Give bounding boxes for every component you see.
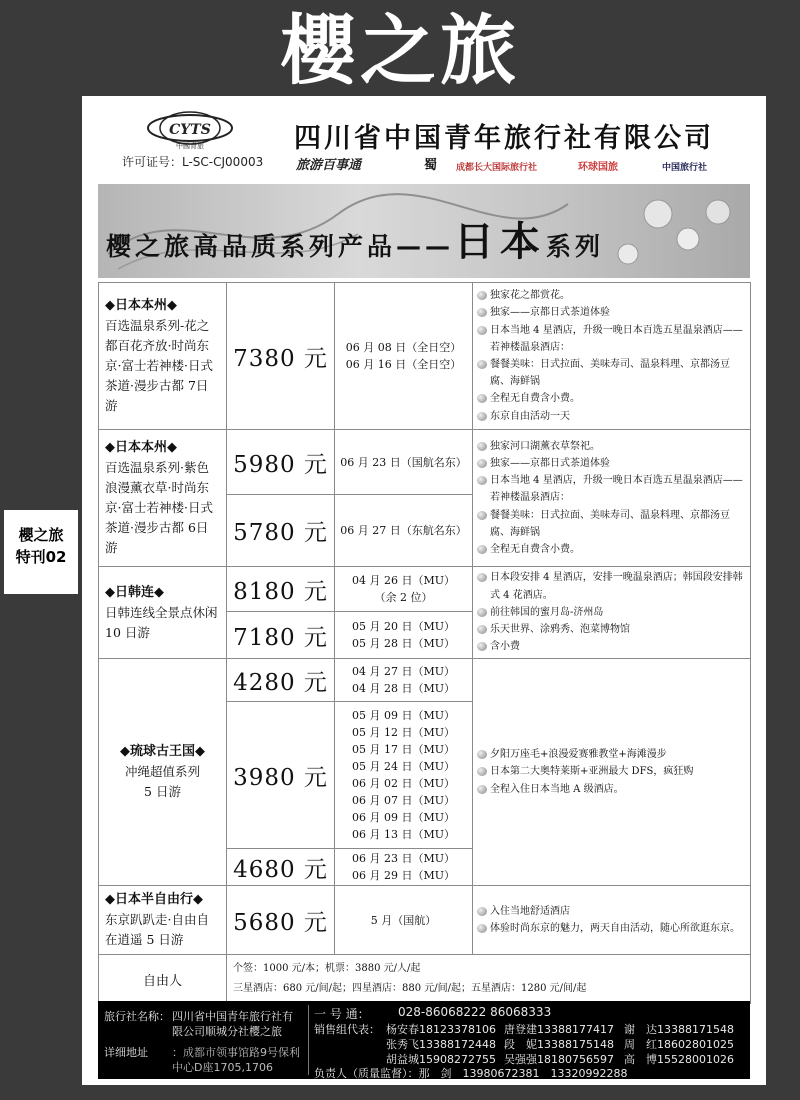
tour-dates: 06 月 27 日（东航名东） (335, 495, 473, 567)
hotline-number: 028-86068222 86068333 (398, 1005, 552, 1019)
tour-title: ◆琉球古王国◆ (120, 744, 205, 759)
bullet-icon (477, 625, 487, 634)
sales-row (314, 1036, 746, 1051)
feature-item: 独家——京都日式茶道体验 (477, 455, 746, 472)
departure-date: 06 月 02 日（MU） (351, 777, 456, 790)
supervisor: 负责人（质量监督）：那 剑 13980672381 13320992288 (314, 1067, 628, 1080)
tour-name (99, 430, 227, 567)
bullet-icon (477, 545, 487, 554)
bullet-icon (477, 308, 487, 317)
series-banner (98, 184, 750, 278)
address-label: 详细地址 (104, 1046, 148, 1059)
tour-price: 4680 元 (227, 849, 335, 886)
tour-description: 百选温泉系列-花之都百花齐放·时尚东京·富士若神楼·日式茶道·漫步古都 7日游 (105, 318, 213, 413)
feature-item: 含小费 (477, 638, 746, 655)
poster-title: 櫻之旅 (280, 6, 520, 95)
tour-name (99, 567, 227, 659)
departure-date: 05 月 24 日（MU） (351, 760, 456, 773)
feature-item: 东京自由活动一天 (477, 408, 746, 425)
banner-prefix: 樱之旅高品质系列产品—— (106, 232, 455, 261)
tour-description: 东京趴趴走·自由自在逍遥 5 日游 (105, 912, 209, 947)
brand-global-travel: 环球国旅 (578, 162, 618, 173)
bullet-icon (477, 750, 487, 759)
feature-item: 全程入住日本当地 A 级酒店。 (477, 781, 746, 798)
svg-text:CYTS: CYTS (169, 122, 211, 138)
feature-item: 夕阳万座毛+浪漫爱赛雅教堂+海滩漫步 (477, 746, 746, 763)
tour-dates (335, 283, 473, 430)
tour-title: ◆日本本州◆ (105, 298, 177, 313)
bullet-icon (477, 476, 487, 485)
feature-item: 体验时尚东京的魅力，两天自由活动，随心所欲逛东京。 (477, 920, 746, 937)
tour-price: 5780 元 (227, 495, 335, 567)
table-row (99, 430, 751, 495)
hotel-prices: 三星酒店：680 元/间/起；四星酒店：880 元/间/起；五星酒店：1280 元/间/起 (233, 983, 587, 994)
feature-item: 日本第二大奥特莱斯+亚洲最大 DFS，疯狂购 (477, 763, 746, 780)
tour-name (99, 886, 227, 955)
sales-rep: 杨安春18123378106 (386, 1023, 496, 1036)
agency-label: 旅行社名称： (104, 1010, 170, 1023)
bullet-icon (477, 642, 487, 651)
address: ：成都市领事馆路9号保利中心D座1705,1706 (172, 1046, 300, 1074)
bullet-icon (477, 511, 487, 520)
departure-date: 05 月 09 日（MU） (351, 709, 456, 722)
tour-price: 3980 元 (227, 702, 335, 849)
departure-date: 06 月 29 日（MU） (351, 869, 456, 882)
brand-china-travel: 中国旅行社 (662, 163, 708, 173)
bullet-icon (477, 573, 487, 582)
sales-label: 销售组代表： (314, 1023, 380, 1036)
seats-left: （余 2 位） (374, 591, 433, 604)
feature-item: 日本当地 4 星酒店，升级一晚日本百选五星温泉酒店——若神楼温泉酒店： (477, 472, 746, 506)
bullet-icon (477, 767, 487, 776)
company-name: 四川省中国青年旅行社有限公司 (294, 123, 714, 154)
bullet-icon (477, 608, 487, 617)
departure-date: 06 月 08 日（全日空） (345, 341, 462, 354)
tour-features (473, 659, 751, 886)
address-row (104, 1045, 304, 1075)
departure-date: 05 月 17 日（MU） (351, 743, 456, 756)
departure-date: 06 月 09 日（MU） (351, 811, 456, 824)
tour-description: 百选温泉系列·紫色浪漫薰衣草·时尚东京·富士若神楼·日式茶道·漫步古都 6日游 (105, 460, 213, 555)
departure-date: 05 月 12 日（MU） (351, 726, 456, 739)
table-row (99, 567, 751, 612)
tour-dates (335, 567, 473, 612)
bullet-icon (477, 785, 487, 794)
bullet-icon (477, 442, 487, 451)
sales-rep: 段 妮13388175148 (504, 1038, 614, 1051)
bullet-icon (477, 394, 487, 403)
footer-divider (308, 1005, 309, 1075)
bullet-icon (477, 907, 487, 916)
brand-changda: 成都长大国际旅行社 (456, 163, 538, 173)
feature-item: 乐天世界、涂鸦秀、泡菜博物馆 (477, 621, 746, 638)
header (82, 96, 766, 178)
tour-title: ◆日本半自由行◆ (105, 892, 203, 907)
tour-dates: 5 月（国航） (335, 886, 473, 955)
tour-table (98, 282, 751, 1004)
tour-price: 4280 元 (227, 659, 335, 702)
sales-rep: 谢 达13388171548 (624, 1023, 734, 1036)
table-row (99, 886, 751, 955)
sales-rep: 高 博15528001026 (624, 1053, 734, 1066)
hotline-row (314, 1005, 746, 1021)
sales-rep: 张秀飞13388172448 (386, 1038, 496, 1051)
brochure-sheet (82, 96, 766, 1085)
brand-shu: 蜀 (424, 158, 438, 173)
tour-title: ◆日本本州◆ (105, 440, 177, 455)
sales-row (314, 1021, 746, 1036)
hotline-label: 一 号 通： (314, 1007, 370, 1021)
issue-tab-brand: 櫻之旅 (18, 526, 64, 544)
tour-price: 5980 元 (227, 430, 335, 495)
tour-name (99, 283, 227, 430)
bullet-icon (477, 459, 487, 468)
departure-date: 06 月 13 日（MU） (351, 828, 456, 841)
feature-item: 入住当地舒适酒店 (477, 903, 746, 920)
feature-item: 全程无自费含小费。 (477, 390, 746, 407)
tour-features (473, 283, 751, 430)
tour-dates (335, 612, 473, 659)
bullet-icon (477, 291, 487, 300)
visa-airfare-price: 个签：1000 元/本；机票：3880 元/人/起 (233, 963, 421, 974)
banner-suffix: 系列 (546, 232, 605, 261)
feature-item: 独家——京都日式茶道体验 (477, 304, 746, 321)
sales-rep: 周 红18602801025 (624, 1038, 734, 1051)
table-row (99, 955, 751, 1004)
free-traveler-info (227, 955, 751, 1004)
departure-date: 05 月 28 日（MU） (351, 637, 456, 650)
sales-rep: 唐登建13388177417 (504, 1023, 614, 1036)
cyts-logo-icon (144, 110, 236, 150)
tour-features (473, 886, 751, 955)
license-number: 许可证号：L-SC-CJ00003 (122, 155, 264, 169)
tour-dates (335, 659, 473, 702)
partner-brands (296, 152, 736, 176)
free-traveler-label: 自由人 (99, 955, 227, 1004)
tour-dates (335, 849, 473, 886)
departure-date: 04 月 26 日（MU） (351, 574, 456, 587)
brand-travel-baishitong: 旅游百事通 (296, 158, 362, 173)
tour-price: 7380 元 (227, 283, 335, 430)
sales-rep: 胡益城15908272755 (386, 1053, 496, 1066)
table-row (99, 659, 751, 702)
issue-tab (4, 510, 78, 594)
agency-name-row (104, 1009, 304, 1039)
tour-dates (335, 702, 473, 849)
tour-features (473, 567, 751, 659)
departure-date: 06 月 07 日（MU） (351, 794, 456, 807)
banner-title (106, 210, 604, 267)
tour-features (473, 430, 751, 567)
agency-info (104, 1009, 304, 1075)
feature-item: 独家花之都赏花。 (477, 287, 746, 304)
tour-dates: 06 月 23 日（国航名东） (335, 430, 473, 495)
feature-item: 全程无自费含小费。 (477, 541, 746, 558)
departure-date: 06 月 16 日（全日空） (345, 358, 462, 371)
departure-date: 05 月 20 日（MU） (351, 620, 456, 633)
tour-price: 8180 元 (227, 567, 335, 612)
bullet-icon (477, 412, 487, 421)
sales-rep: 吴强强18180756597 (504, 1053, 614, 1066)
departure-date: 06 月 23 日（MU） (351, 852, 456, 865)
feature-item: 日本段安排 4 星酒店，安排一晚温泉酒店；韩国段安排韩式 4 花酒店。 (477, 569, 746, 603)
logo-caption: 中國青旅 (176, 142, 204, 150)
banner-highlight: 日本 (454, 219, 547, 265)
bullet-icon (477, 360, 487, 369)
supervisor-row (314, 1065, 746, 1080)
tour-description: 冲绳超值系列 (124, 764, 200, 779)
agency-name: 四川省中国青年旅行社有限公司顺城分社樱之旅 (172, 1010, 293, 1038)
tour-price: 5680 元 (227, 886, 335, 955)
tour-title: ◆日韩连◆ (105, 584, 164, 600)
feature-item: 前往韩国的蜜月岛-济州岛 (477, 604, 746, 621)
feature-item: 独家河口湖薰衣草祭祀。 (477, 438, 746, 455)
feature-item: 餐餐美味：日式拉面、美味寿司、温泉料理、京都汤豆腐、海鲜锅 (477, 507, 746, 541)
feature-item: 餐餐美味：日式拉面、美味寿司、温泉料理、京都汤豆腐、海鲜锅 (477, 356, 746, 390)
bullet-icon (477, 924, 487, 933)
table-row (99, 283, 751, 430)
tour-name (99, 659, 227, 886)
tour-duration: 5 日游 (144, 784, 181, 799)
departure-date: 04 月 27 日（MU） (351, 665, 456, 678)
feature-item: 日本当地 4 星酒店，升级一晚日本百选五星温泉酒店——若神楼温泉酒店： (477, 322, 746, 356)
tour-price: 7180 元 (227, 612, 335, 659)
departure-date: 04 月 28 日（MU） (351, 682, 456, 695)
tour-description: 日韩连线全景点休闲 10 日游 (105, 604, 218, 640)
contact-footer (98, 1001, 750, 1079)
bullet-icon (477, 326, 487, 335)
sales-row (314, 1051, 746, 1066)
issue-tab-number: 特刊02 (15, 548, 67, 566)
